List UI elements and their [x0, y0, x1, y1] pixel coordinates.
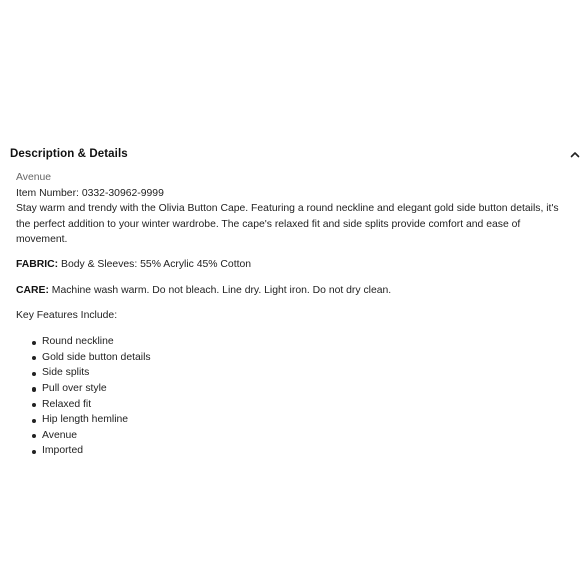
- list-item: Avenue: [42, 428, 572, 444]
- care-info: [16, 283, 572, 299]
- list-item: Imported: [42, 443, 572, 459]
- fabric-value: Body & Sleeves: 55% Acrylic 45% Cotton: [58, 259, 252, 271]
- description-details-accordion-header[interactable]: [10, 143, 580, 165]
- key-features-list: [16, 334, 572, 459]
- product-description: Stay warm and trendy with the Olivia Button Cape. Featuring a round neckline and elegant gold side button details, it's the perfect addition to your winter wardrobe. The cape's relaxed fit and side splits provide comfort and ease of movement.: [16, 203, 559, 246]
- care-value: Machine wash warm. Do not bleach. Line dry. Light iron. Do not dry clean.: [48, 284, 392, 296]
- brand-name: Avenue: [16, 172, 52, 183]
- section-title: Description & Details: [10, 148, 128, 160]
- list-item: Gold side button details: [42, 350, 572, 366]
- list-item: Pull over style: [42, 381, 572, 397]
- fabric-label: FABRIC:: [16, 259, 59, 271]
- care-label: CARE:: [16, 284, 49, 296]
- list-item: Hip length hemline: [42, 412, 572, 428]
- list-item: Relaxed fit: [42, 397, 572, 413]
- chevron-up-icon[interactable]: [570, 149, 580, 159]
- key-features-heading: Key Features Include:: [16, 309, 118, 321]
- list-item: Round neckline: [42, 334, 572, 350]
- list-item: Side splits: [42, 365, 572, 381]
- fabric-info: [16, 257, 572, 273]
- description-details-content: [16, 170, 572, 459]
- item-number: Item Number: 0332-30962-9999: [16, 187, 164, 199]
